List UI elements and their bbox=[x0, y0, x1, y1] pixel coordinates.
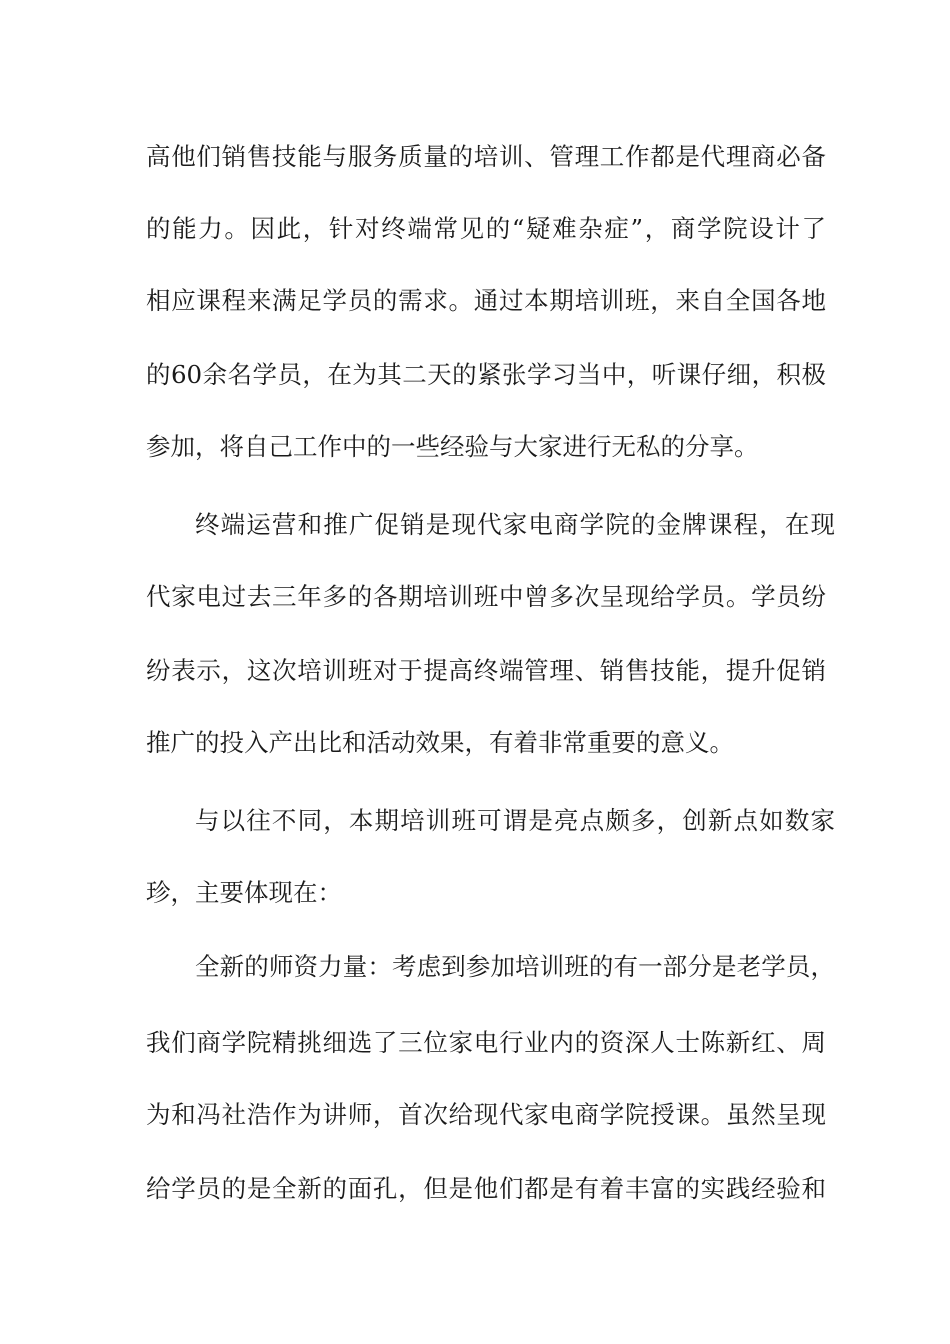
text-line-14: 为和冯社浩作为讲师，首次给现代家电商学院授课。虽然呈现 bbox=[146, 1100, 826, 1129]
text-line-1: 高他们销售技能与服务质量的培训、管理工作都是代理商必备 bbox=[146, 142, 826, 171]
text-line-9: 推广的投入产出比和活动效果，有着非常重要的意义。 bbox=[146, 728, 734, 757]
text-line-5: 参加，将自己工作中的一些经验与大家进行无私的分享。 bbox=[146, 432, 759, 461]
text-line-7: 代家电过去三年多的各期培训班中曾多次呈现给学员。学员纷 bbox=[146, 582, 826, 611]
text-line-4: 的60余名学员，在为其二天的紧张学习当中，听课仔细，积极 bbox=[146, 360, 826, 389]
text-line-3: 相应课程来满足学员的需求。通过本期培训班，来自全国各地 bbox=[146, 286, 826, 315]
text-line-15: 给学员的是全新的面孔，但是他们都是有着丰富的实践经验和 bbox=[146, 1174, 826, 1203]
text-line-12: 全新的师资力量：考虑到参加培训班的有一部分是老学员， bbox=[195, 952, 835, 981]
text-line-13: 我们商学院精挑细选了三位家电行业内的资深人士陈新红、周 bbox=[146, 1028, 826, 1057]
text-line-11: 珍，主要体现在： bbox=[146, 878, 342, 907]
text-line-8: 纷表示，这次培训班对于提高终端管理、销售技能，提升促销 bbox=[146, 656, 826, 685]
text-line-6: 终端运营和推广促销是现代家电商学院的金牌课程，在现 bbox=[195, 510, 835, 539]
text-line-10: 与以往不同，本期培训班可谓是亮点颇多，创新点如数家 bbox=[195, 806, 835, 835]
text-line-2: 的能力。因此，针对终端常见的“疑难杂症”，商学院设计了 bbox=[146, 214, 826, 243]
